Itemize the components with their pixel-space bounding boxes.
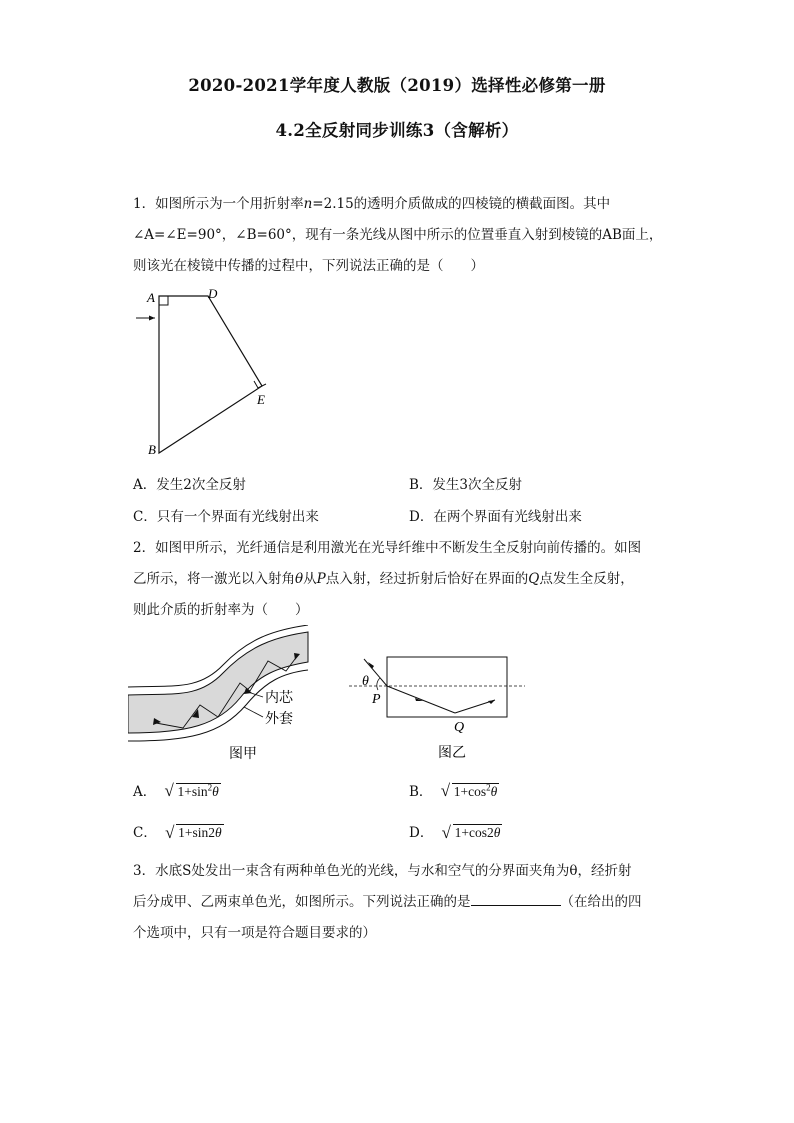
q2-option-d[interactable]: D． √ 1+cos2θ [409, 823, 501, 842]
label-D: D [208, 286, 218, 301]
q2-option-a[interactable]: A． √ $1+\sin^2\theta$ [133, 780, 219, 800]
q2-block-figure [345, 645, 535, 763]
q3-stem-line3: 个选项中，只有一项是符合题目要求的） [133, 925, 376, 941]
q3-stem-line2: 后分成甲、乙两束单色光，如图所示。下列说法正确的是 （在给出的四 [133, 894, 642, 910]
label-theta: θ [362, 674, 369, 689]
refracted-ray [387, 686, 455, 713]
q1-option-b[interactable]: B．发生3次全反射 [409, 477, 523, 493]
label-P: P [372, 692, 381, 707]
q2-stem-line1: 2．如图甲所示，光纤通信是利用激光在光导纤维中不断发生全反射向前传播的。如图 [133, 540, 642, 556]
label-core: 内芯 [265, 691, 293, 706]
label-A: A [147, 290, 155, 305]
q1-stem-line3: 则该光在棱镜中传播的过程中，下列说法正确的是（ ） [133, 258, 484, 274]
caption-yi: 图乙 [438, 746, 466, 761]
medium-block [387, 657, 507, 717]
q3-stem-line1: 3．水底S处发出一束含有两种单色光的光线，与水和空气的分界面夹角为θ，经折射 [133, 863, 632, 879]
label-Q: Q [454, 720, 465, 735]
answer-blank[interactable] [471, 893, 561, 906]
sqrt-a: √ $1+\sin^2\theta$ [164, 780, 219, 800]
q1-prism-figure [130, 286, 280, 462]
label-B: B [148, 442, 156, 457]
leader-cladding [244, 707, 263, 717]
caption-jia: 图甲 [229, 747, 257, 762]
q1-stem-line1: 1．如图所示为一个用折射率n=2.15的透明介质做成的四棱镜的横截面图。其中 [133, 196, 611, 212]
sqrt-d: √ 1+cos2θ [441, 823, 501, 842]
q1-stem-line2: ∠A=∠E=90°，∠B=60°，现有一条光线从图中所示的位置垂直入射到棱镜的AB面上， [133, 227, 663, 243]
q2-stem-line3: 则此介质的折射率为（ ） [133, 602, 309, 618]
q2-fiber-figure [128, 625, 318, 765]
leader-core [248, 692, 263, 697]
incident-ray-arrow [149, 316, 155, 321]
q2-stem-line2: 乙所示，将一激光以入射角θ从P点入射，经过折射后恰好在界面的Q点发生全反射， [133, 571, 634, 587]
angle-arc [377, 678, 380, 690]
label-E: E [257, 392, 265, 407]
sqrt-b: √ $1+\cos^2\theta$ [440, 780, 498, 800]
prism-outline [159, 296, 262, 453]
sqrt-c: √ 1+sin2θ [165, 823, 222, 842]
right-angle-mark-A [159, 296, 168, 305]
label-cladding: 外套 [265, 712, 293, 727]
document-title-line2: 4.2全反射同步训练3（含解析） [275, 121, 519, 140]
q1-option-d[interactable]: D．在两个界面有光线射出来 [409, 509, 582, 525]
document-title-line1: 2020-2021学年度人教版（2019）选择性必修第一册 [188, 76, 606, 95]
reflected-arrow [488, 700, 495, 704]
q2-option-c[interactable]: C． √ 1+sin2θ [133, 823, 222, 842]
q2-option-b[interactable]: B． √ $1+\cos^2\theta$ [409, 780, 498, 800]
q1-option-a[interactable]: A．发生2次全反射 [133, 477, 246, 493]
q1-option-c[interactable]: C．只有一个界面有光线射出来 [133, 509, 319, 525]
